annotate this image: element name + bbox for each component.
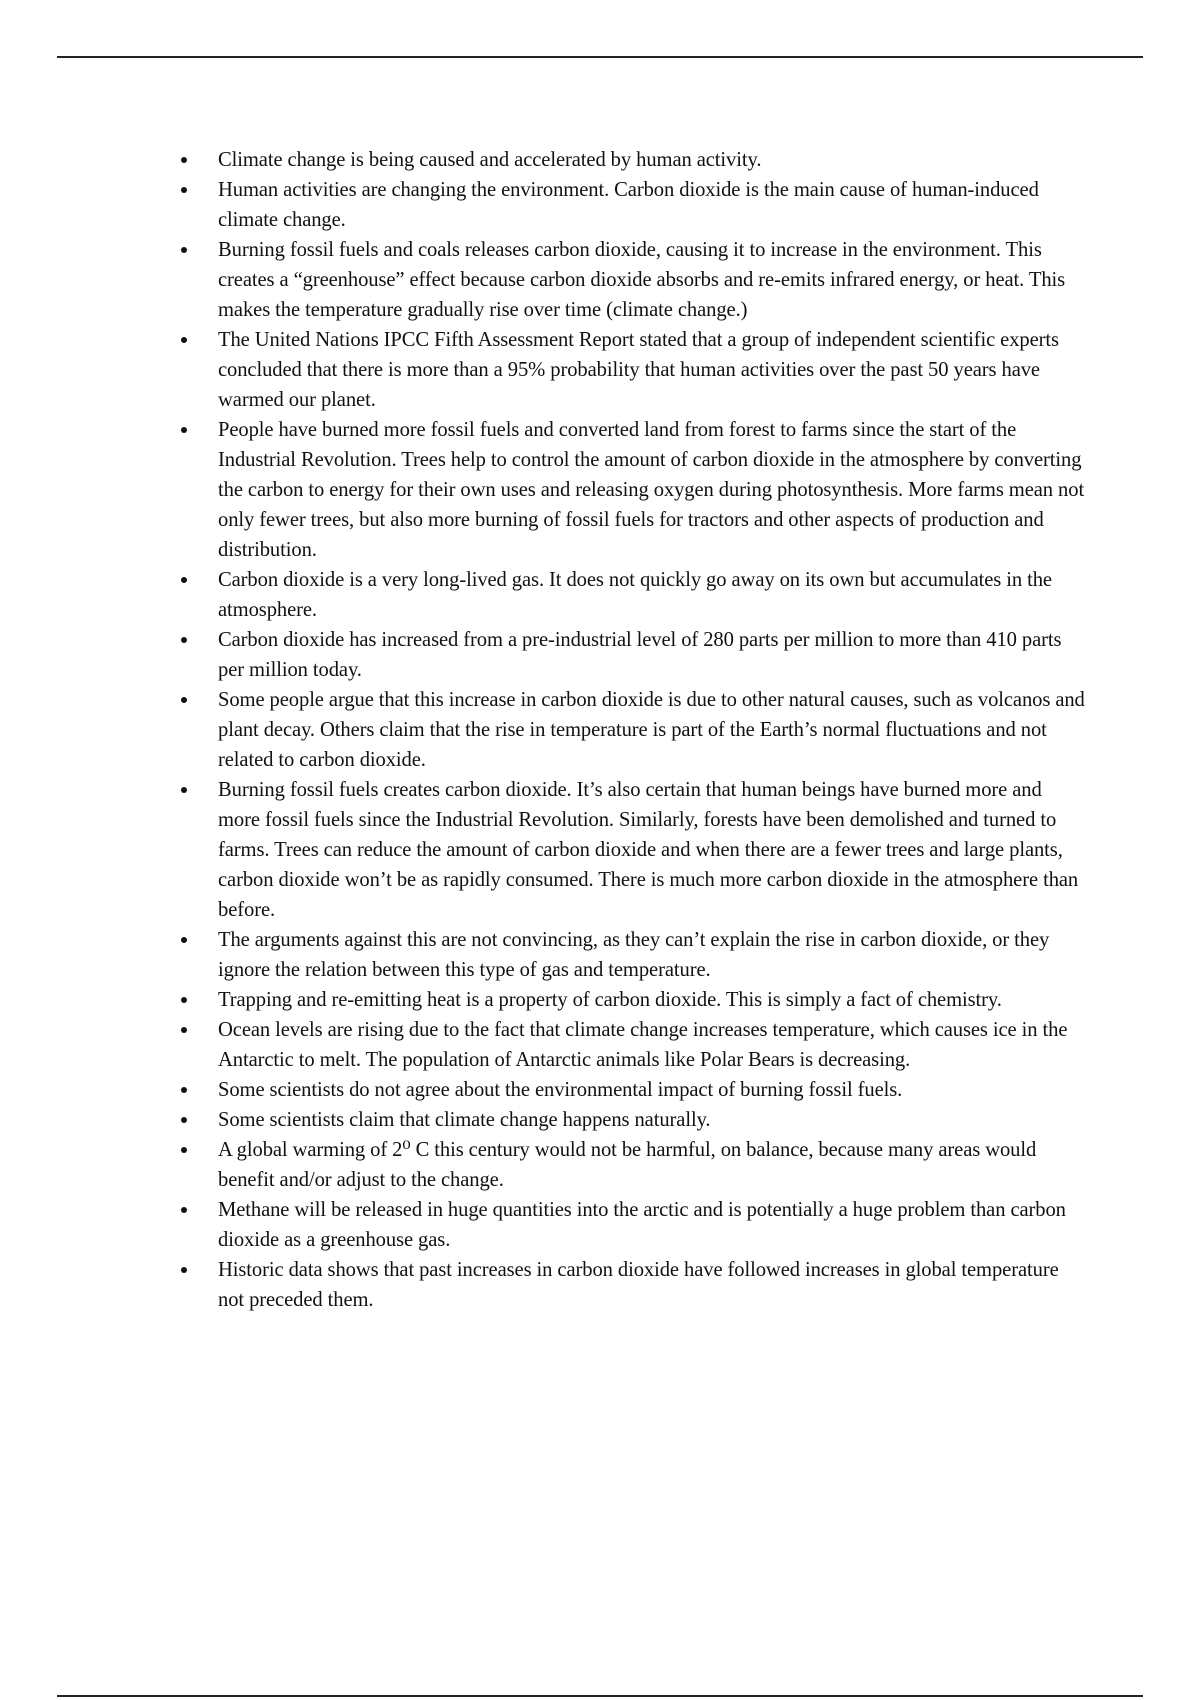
list-item xyxy=(178,565,1088,625)
list-item xyxy=(178,775,1088,925)
list-item-text: Climate change is being caused and accelerated by human activity. xyxy=(218,149,762,171)
list-item xyxy=(178,1015,1088,1075)
list-item-text: Historic data shows that past increases in carbon dioxide have followed increases in global temperature not preceded them. xyxy=(218,1259,1059,1311)
list-item-text: Burning fossil fuels creates carbon dioxide. It’s also certain that human beings have burned more and more fossil fuels since the Industrial Revolution. Similarly, forests have been demolished and turned to farms. Trees can reduce the amount of carbon dioxide and when there are a fewer trees and large plants, carbon dioxide won’t be as rapidly consumed. There is much more carbon dioxide in the atmosphere than before. xyxy=(218,779,1079,921)
list-item xyxy=(178,625,1088,685)
list-item-text: The arguments against this are not convincing, as they can’t explain the rise in carbon dioxide, or they ignore the relation between this type of gas and temperature. xyxy=(218,929,1050,981)
footer-rule xyxy=(57,1695,1143,1697)
bullet-icon xyxy=(181,187,187,193)
list-item xyxy=(178,235,1088,325)
bullet-icon xyxy=(181,577,187,583)
list-item xyxy=(178,175,1088,235)
list-item-text: The United Nations IPCC Fifth Assessment Report stated that a group of independent scientific experts concluded that there is more than a 95% probability that human activities over the past 50 years have warmed our planet. xyxy=(218,329,1059,411)
bullet-icon xyxy=(181,1147,187,1153)
list-item-text: Carbon dioxide is a very long-lived gas. It does not quickly go away on its own but accumulates in the atmosphere. xyxy=(218,569,1052,621)
bullet-icon xyxy=(181,427,187,433)
bullet-icon xyxy=(181,337,187,343)
list-item xyxy=(178,1195,1088,1255)
list-item xyxy=(178,1075,1088,1105)
bullet-list xyxy=(178,145,1088,1315)
list-item-text: A global warming of 2⁰ C this century would not be harmful, on balance, because many areas would benefit and/or adjust to the change. xyxy=(218,1139,1037,1191)
list-item xyxy=(178,325,1088,415)
list-item xyxy=(178,145,1088,175)
bullet-icon xyxy=(181,937,187,943)
list-item-text: Some scientists do not agree about the environmental impact of burning fossil fuels. xyxy=(218,1079,903,1101)
bullet-icon xyxy=(181,1027,187,1033)
list-item-text: Ocean levels are rising due to the fact that climate change increases temperature, which causes ice in the Antarctic to melt. The population of Antarctic animals like Polar Bears is decreasing. xyxy=(218,1019,1068,1071)
bullet-icon xyxy=(181,247,187,253)
bullet-icon xyxy=(181,1117,187,1123)
list-item-text: Some people argue that this increase in carbon dioxide is due to other natural causes, such as volcanos and plant decay. Others claim that the rise in temperature is part of the Earth’s normal fluctuations and not related to carbon dioxide. xyxy=(218,689,1085,771)
bullet-icon xyxy=(181,1267,187,1273)
bullet-icon xyxy=(181,157,187,163)
list-item-text: Methane will be released in huge quantities into the arctic and is potentially a huge problem than carbon dioxide as a greenhouse gas. xyxy=(218,1199,1066,1251)
list-item-text: Some scientists claim that climate change happens naturally. xyxy=(218,1109,711,1131)
document-body xyxy=(178,145,1088,1315)
header-rule xyxy=(57,56,1143,58)
list-item xyxy=(178,415,1088,565)
list-item-text: Trapping and re-emitting heat is a property of carbon dioxide. This is simply a fact of chemistry. xyxy=(218,989,1002,1011)
list-item xyxy=(178,685,1088,775)
list-item xyxy=(178,1105,1088,1135)
list-item-text: People have burned more fossil fuels and converted land from forest to farms since the start of the Industrial Revolution. Trees help to control the amount of carbon dioxide in the atmosphere by converting the carbon to energy for their own uses and releasing oxygen during photosynthesis. More farms mean not only fewer trees, but also more burning of fossil fuels for tractors and other aspects of production and distribution. xyxy=(218,419,1085,561)
bullet-icon xyxy=(181,1207,187,1213)
bullet-icon xyxy=(181,997,187,1003)
bullet-icon xyxy=(181,787,187,793)
list-item-text: Carbon dioxide has increased from a pre-industrial level of 280 parts per million to more than 410 parts per million today. xyxy=(218,629,1062,681)
list-item xyxy=(178,925,1088,985)
list-item-text: Human activities are changing the environment. Carbon dioxide is the main cause of human-induced climate change. xyxy=(218,179,1039,231)
list-item xyxy=(178,1255,1088,1315)
bullet-icon xyxy=(181,637,187,643)
bullet-icon xyxy=(181,1087,187,1093)
bullet-icon xyxy=(181,697,187,703)
list-item xyxy=(178,1135,1088,1195)
list-item-text: Burning fossil fuels and coals releases carbon dioxide, causing it to increase in the environment. This creates a “greenhouse” effect because carbon dioxide absorbs and re-emits infrared energy, or heat. This makes the temperature gradually rise over time (climate change.) xyxy=(218,239,1066,321)
list-item xyxy=(178,985,1088,1015)
